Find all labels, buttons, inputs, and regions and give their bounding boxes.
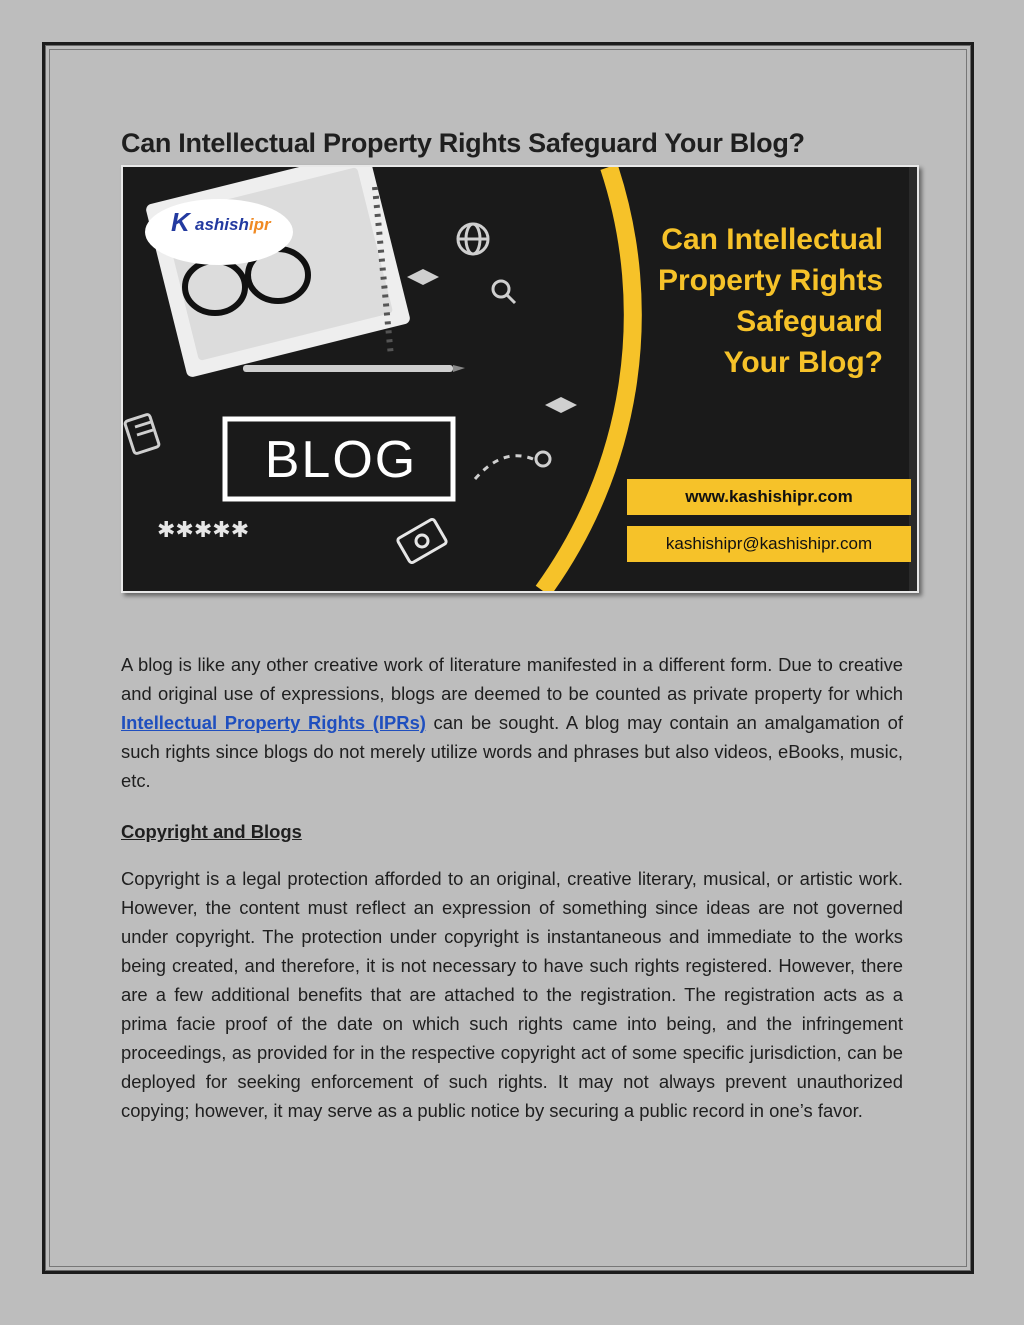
logo-k-letter: K (171, 207, 190, 237)
headline-line: Your Blog? (723, 346, 883, 379)
title-block (121, 125, 903, 161)
path-doodle-icon (475, 452, 550, 479)
globe-icon (458, 224, 488, 254)
banner-headline (543, 219, 883, 383)
intro-text-end: can be sought. A blog may contain an amalgamation of such rights since blogs do not merely utilize words and phrases but also videos, eBooks, music, etc. (121, 712, 903, 791)
logo-text-accent: ipr (248, 215, 271, 234)
money-icon (397, 518, 447, 563)
banner-image (121, 165, 919, 593)
intro-paragraph (121, 650, 903, 795)
logo-text-main: ashish (195, 215, 249, 234)
copyright-text: Copyright is a legal protection afforded to an original, creative literary, musical, or artistic work. However, the content must reflect an expression of something since ideas are not governed under copyright. The protection under copyright is instantaneous and immediate to the works being created, and therefore, it is not necessary to have such rights registered. However, there are a few additional benefits that are attached to the registration. The registration acts as a prima facie proof of the date on which such rights came into being, and the infringement proceedings, as provided for in the respective copyright act of some specific jurisdiction, can be deployed for seeking enforcement of such rights. It may not always prevent unauthorized copying; however, it may serve as a public notice by securing a public record in one’s favor. (121, 868, 903, 1121)
document-icon (124, 414, 159, 454)
email-label: kashishipr@kashishipr.com (627, 526, 911, 562)
section-heading: Copyright and Blogs (121, 821, 302, 842)
headline-line: Property Rights (657, 264, 883, 297)
headline-line: Can Intellectual (661, 223, 883, 256)
company-logo (145, 199, 293, 265)
intro-text-start: A blog is like any other creative work of literature manifested in a different form. Due to creative and original use of expressions, blogs are deemed to be counted as private property for which (121, 654, 903, 704)
pencil-icon (243, 365, 465, 372)
website-label: www.kashishipr.com (627, 479, 911, 515)
blog-sign-text: BLOG (264, 431, 418, 489)
intro-text (121, 650, 903, 795)
headline-line: Safeguard (736, 305, 883, 338)
stars-icon (157, 518, 249, 543)
ipr-link[interactable]: Intellectual Property Rights (IPRs) (121, 712, 426, 733)
copyright-paragraph (121, 864, 903, 1125)
svg-text:✱✱✱✱✱: ✱✱✱✱✱ (157, 518, 250, 543)
notebook-icon (145, 167, 411, 378)
document-title: Can Intellectual Property Rights Safeguard Your Blog? (121, 128, 805, 158)
logo-wordmark (171, 207, 271, 237)
magnifier-icon (493, 281, 515, 303)
